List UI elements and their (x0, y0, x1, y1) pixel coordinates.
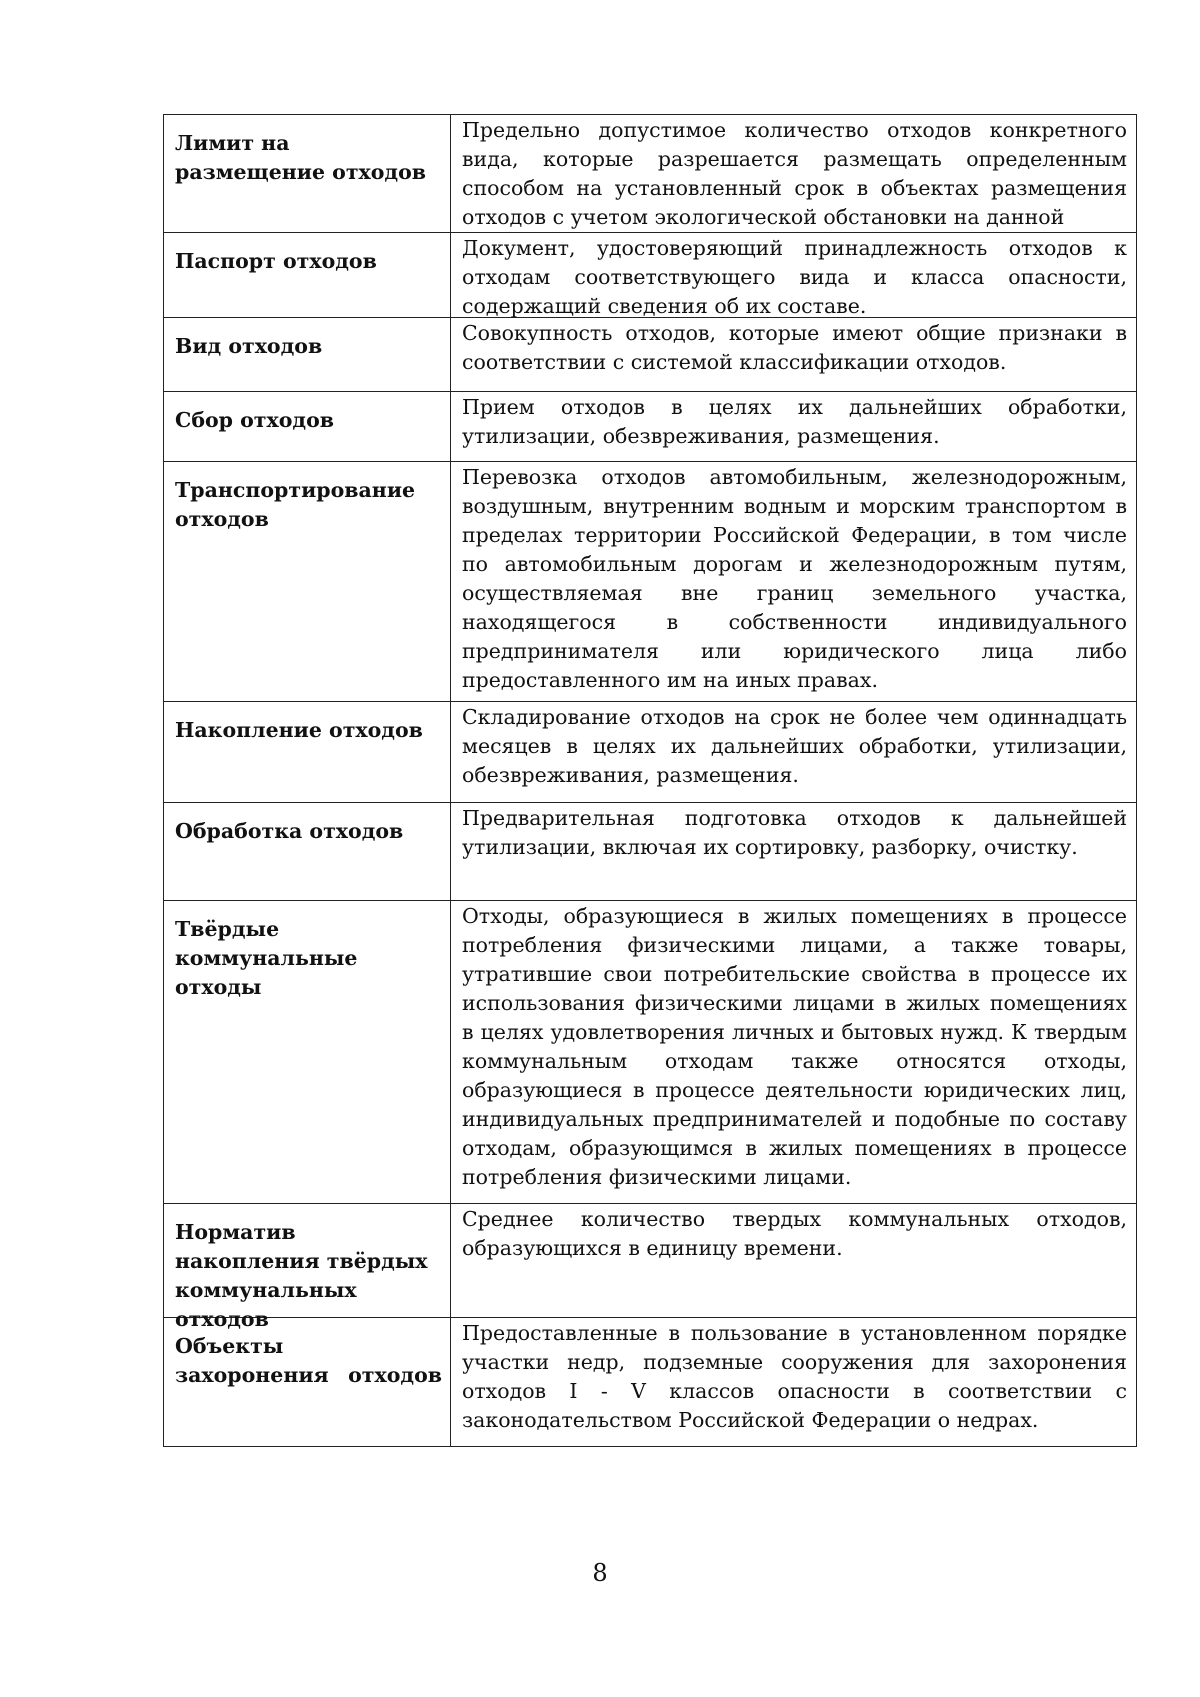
term-text: Транспортирование отходов (175, 478, 416, 531)
term-cell (164, 233, 451, 318)
definition-text: Складирование отходов на срок не более чем одиннадцать месяцев в целях их дальнейших обработки, утилизации, обезвреживания, размещения. (462, 705, 1127, 787)
table-row (164, 702, 1137, 803)
table-row (164, 901, 1137, 1204)
term-cell (164, 901, 451, 1204)
term-text: Вид отходов (175, 334, 323, 358)
term-text: Паспорт отходов (175, 249, 377, 273)
definition-text: Документ, удостоверяющий принадлежность отходов к отходам соответствующего вида и класса опасности, содержащий сведения об их составе. (462, 236, 1127, 318)
term-cell (164, 1318, 451, 1447)
definition-cell (451, 392, 1137, 462)
term-text: Лимит на размещение отходов (175, 131, 427, 184)
term-text: Объекты захоронения отходов (175, 1334, 442, 1387)
terms-table (163, 114, 1137, 1447)
term-cell (164, 115, 451, 233)
term-text: Накопление отходов (175, 718, 423, 742)
definition-text: Перевозка отходов автомобильным, железнодорожным, воздушным, внутренним водным и морским транспортом в пределах территории Российской Федерации, в том числе по автомобильным дорогам и железнодорожным путям, осуществляемая вне границ земельного участка, находящегося в собственности индивидуального предпринимателя или юридического лица либо предоставленного им на иных правах. (462, 465, 1127, 692)
definition-cell (451, 115, 1137, 233)
definition-cell (451, 901, 1137, 1204)
definition-cell (451, 702, 1137, 803)
term-cell (164, 702, 451, 803)
term-text: Обработка отходов (175, 819, 404, 843)
table-row (164, 1204, 1137, 1318)
definition-text: Предоставленные в пользование в установленном порядке участки недр, подземные сооружения для захоронения отходов I - V классов опасности в соответствии с законодательством Российской Федерации о недрах. (462, 1321, 1127, 1432)
definition-text: Прием отходов в целях их дальнейших обработки, утилизации, обезвреживания, размещения. (462, 395, 1127, 448)
definition-text: Предельно допустимое количество отходов конкретного вида, которые разрешается размещать определенным способом на установленный срок в объектах размещения отходов с учетом экологической обстановки на данной (462, 118, 1127, 229)
term-cell (164, 392, 451, 462)
definition-cell (451, 1318, 1137, 1447)
table-row (164, 392, 1137, 462)
definition-text: Предварительная подготовка отходов к дальнейшей утилизации, включая их сортировку, разборку, очистку. (462, 806, 1127, 859)
definition-text: Среднее количество твердых коммунальных отходов, образующихся в единицу времени. (462, 1207, 1127, 1260)
table-row (164, 803, 1137, 901)
term-cell (164, 318, 451, 392)
page-number: 8 (592, 1559, 608, 1587)
term-text: Твёрдые коммунальные отходы (175, 917, 358, 999)
definition-cell (451, 233, 1137, 318)
definition-cell (451, 462, 1137, 702)
table-row (164, 1318, 1137, 1447)
term-cell (164, 1204, 451, 1331)
definition-cell (451, 803, 1137, 901)
table-row (164, 318, 1137, 392)
term-cell (164, 462, 451, 702)
definition-cell (451, 1204, 1137, 1318)
term-text: Норматив накопления твёрдых коммунальных отходов (175, 1220, 428, 1331)
table-row (164, 115, 1137, 233)
term-cell (164, 803, 451, 901)
definition-text: Отходы, образующиеся в жилых помещениях в процессе потребления физическими лицами, а также товары, утратившие свои потребительские свойства в процессе их использования физическими лицами в жилых помещениях в целях удовлетворения личных и бытовых нужд. К твердым коммунальным отходам также относятся отходы, образующиеся в процессе деятельности юридических лиц, индивидуальных предпринимателей и подобные по составу отходам, образующимся в жилых помещениях в процессе потребления физическими лицами. (462, 904, 1127, 1189)
term-text: Сбор отходов (175, 408, 334, 432)
table-row (164, 462, 1137, 702)
table-row (164, 233, 1137, 318)
definition-cell (451, 318, 1137, 392)
definition-text: Совокупность отходов, которые имеют общие признаки в соответствии с системой классификации отходов. (462, 321, 1127, 374)
